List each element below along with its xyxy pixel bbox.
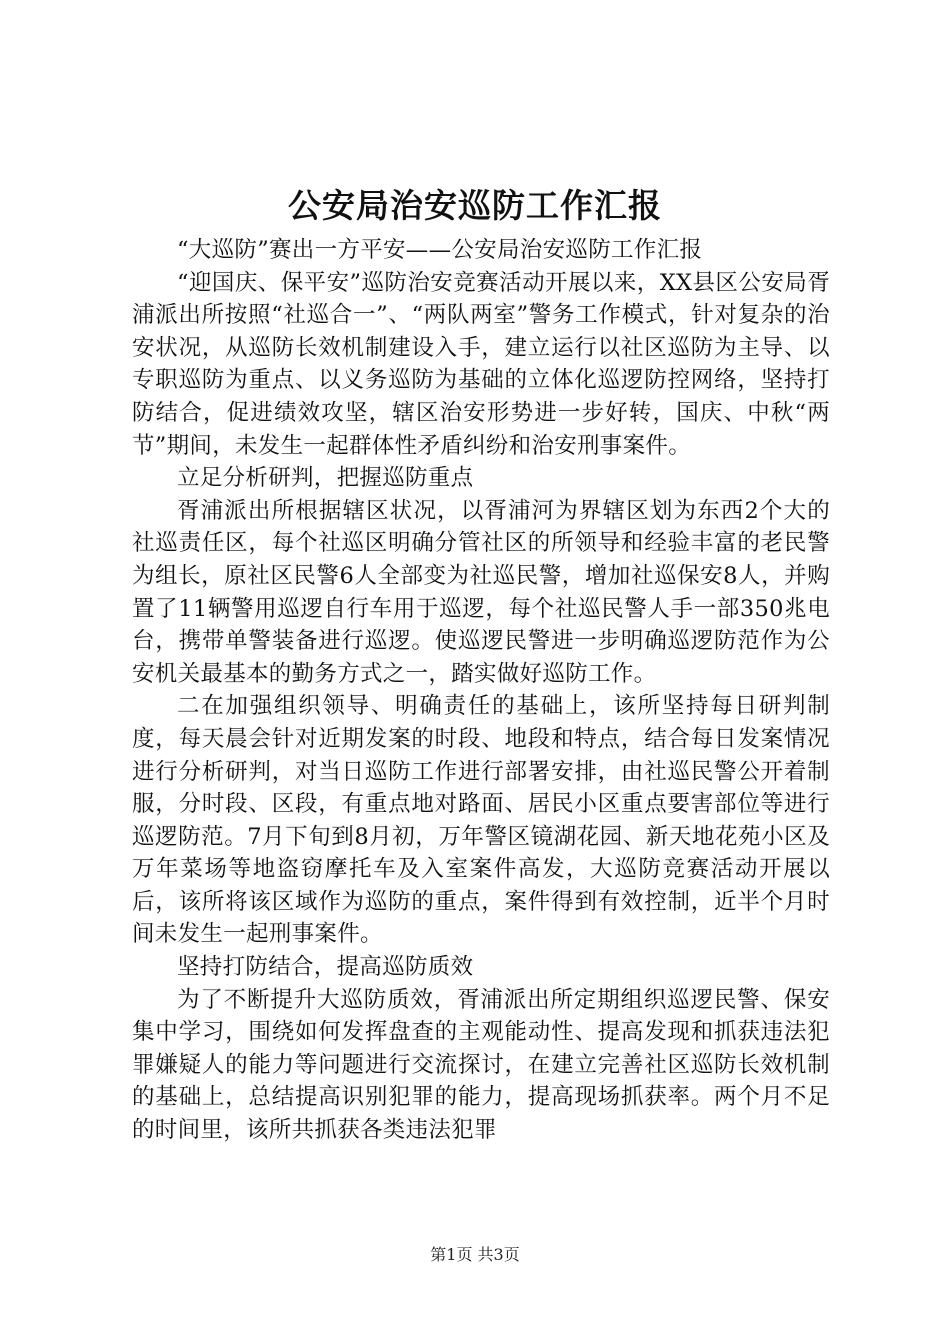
section-heading-combination: 坚持打防结合，提高巡防质效	[177, 954, 474, 981]
section-heading-analysis: 立足分析研判，把握巡防重点	[177, 465, 474, 492]
page-number: 第1页 共3页	[430, 1245, 520, 1264]
body-paragraph: 二在加强组织领导、明确责任的基础上，该所坚持每日研判制度，每天晨会针对近期发案的时段、地段和特点，结合每日发案情况进行分析研判，对当日巡防工作进行部署安排，由社巡民警公开着制服，分时段、区段，有重点地对路面、居民小区重点要害部位等进行巡逻防范。7月下旬到8月初，万年警区镜湖花园、新天地花苑小区及万年菜场等地盗窃摩托车及入室案件高发，大巡防竞赛活动开展以后，该所将该区域作为巡防的重点，案件得到有效控制，近半个月时间未发生一起刑事案件。	[132, 693, 830, 948]
document-title: 公安局治安巡防工作汇报	[288, 186, 662, 225]
document-body	[132, 234, 830, 1147]
body-paragraph: 胥浦派出所根据辖区状况，以胥浦河为界辖区划为东西2个大的社巡责任区，每个社巡区明确分管社区的所领导和经验丰富的老民警为组长，原社区民警6人全部变为社巡民警，增加社巡保安8人，并购置了11辆警用巡逻自行车用于巡逻，每个社巡民警人手一部350兆电台，携带单警装备进行巡逻。使巡逻民警进一步明确巡逻防范作为公安机关最基本的勤务方式之一，踏实做好巡防工作。	[132, 497, 830, 687]
subtitle-paragraph: “大巡防”赛出一方平安——公安局治安巡防工作汇报	[177, 237, 703, 263]
body-paragraph: 为了不断提升大巡防质效，胥浦派出所定期组织巡逻民警、保安集中学习，围绕如何发挥盘查的主观能动性、提高发现和抓获违法犯罪嫌疑人的能力等问题进行交流探讨，在建立完善社区巡防长效机制的基础上，总结提高识别犯罪的能力，提高现场抓获率。两个月不足的时间里，该所共抓获各类违法犯罪	[132, 986, 830, 1144]
intro-paragraph: “迎国庆、保平安”巡防治安竞赛活动开展以来，XX县区公安局胥浦派出所按照“社巡合一”、“两队两室”警务工作模式，针对复杂的治安状况，从巡防长效机制建设入手，建立运行以社区巡防为主导、以专职巡防为重点、以义务巡防为基础的立体化巡逻防控网络，坚持打防结合，促进绩效攻坚，辖区治安形势进一步好转，国庆、中秋“两节”期间，未发生一起群体性矛盾纠纷和治安刑事案件。	[132, 269, 830, 459]
